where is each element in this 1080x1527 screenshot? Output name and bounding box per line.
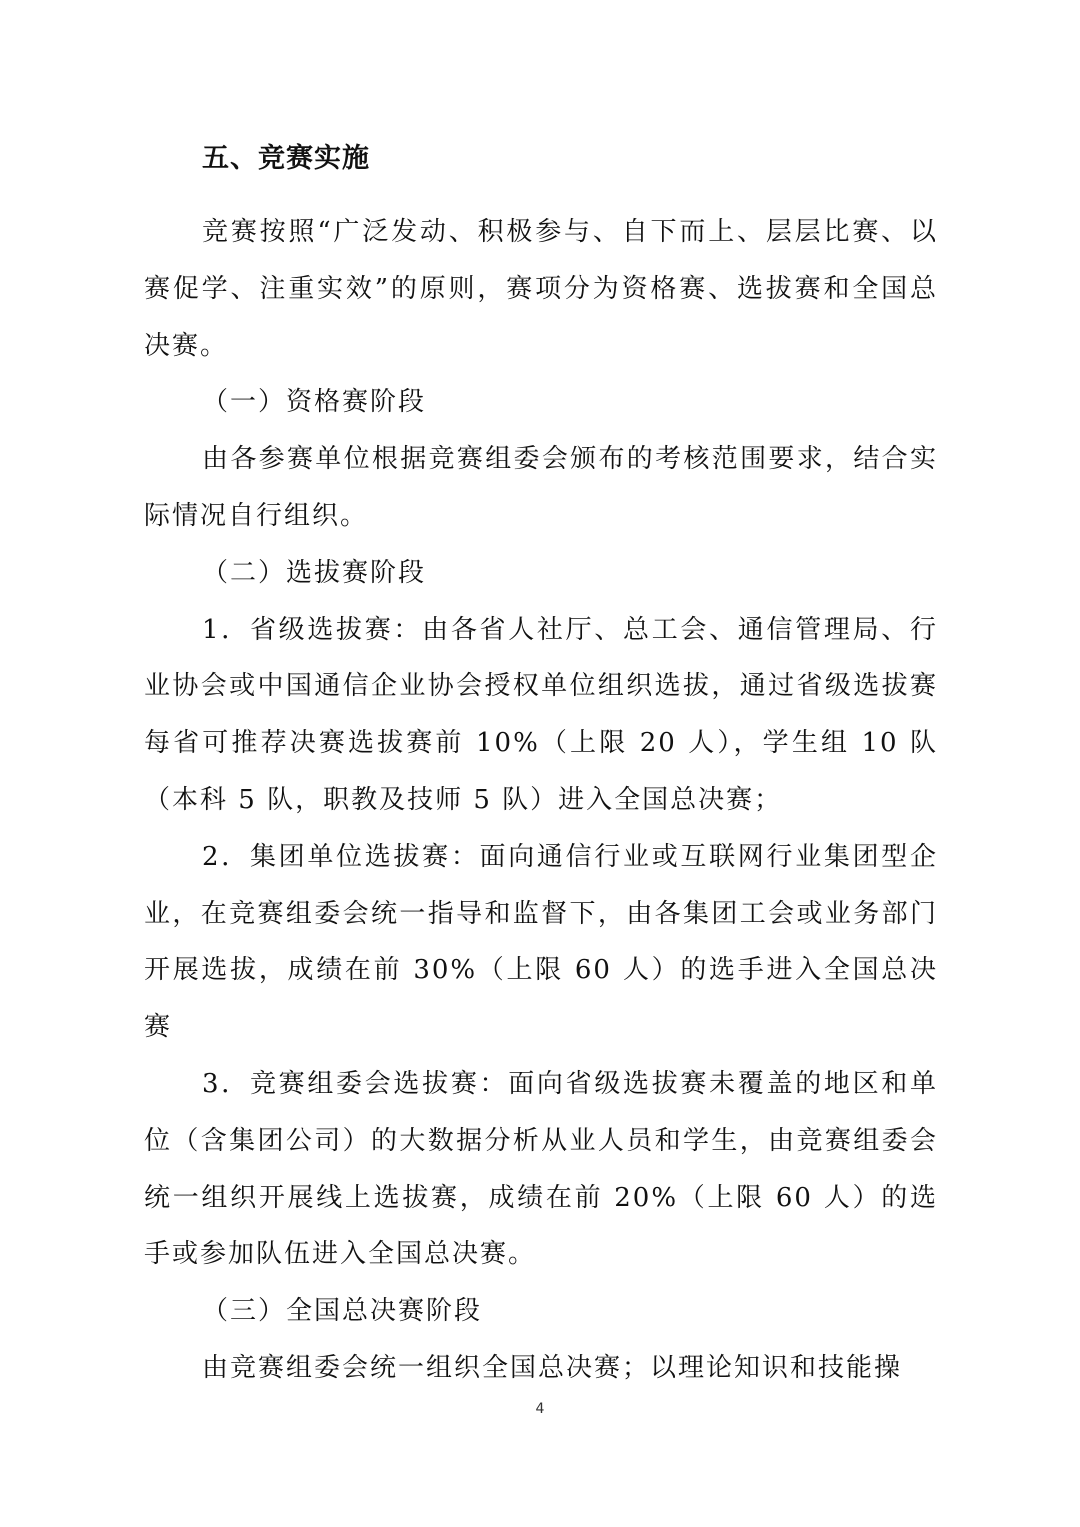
- subheading-selection-stage: （二）选拔赛阶段: [202, 557, 427, 588]
- paragraph-committee-selection: 3．竞赛组委会选拔赛：面向省级选拔赛未覆盖的地区和单位（含集团公司）的大数据分析从业人员和学生，由竞赛组委会统一组织开展线上选拔赛，成绩在前 20%（上限 60 人）的选手或参加队伍进入全国总决赛。: [144, 1068, 938, 1270]
- section-heading: 五、竞赛实施: [202, 143, 370, 174]
- paragraph-provincial-selection: 1．省级选拔赛：由各省人社厅、总工会、通信管理局、行业协会或中国通信企业协会授权单位组织选拔，通过省级选拔赛每省可推荐决赛选拔赛前 10%（上限 20 人），学生组 10 队（本科 5 队，职教及技师 5 队）进入全国总决赛；: [144, 614, 938, 815]
- page-number: 4: [535, 1401, 545, 1417]
- subheading-qualification-stage: （一）资格赛阶段: [202, 387, 427, 418]
- paragraph-group-selection: 2．集团单位选拔赛：面向通信行业或互联网行业集团型企业，在竞赛组委会统一指导和监督下，由各集团工会或业务部门开展选拔，成绩在前 30%（上限 60 人）的选手进入全国总决赛: [144, 841, 938, 1043]
- paragraph-national-final: 由竞赛组委会统一组织全国总决赛；以理论知识和技能操: [202, 1352, 903, 1383]
- subheading-national-final-stage: （三）全国总决赛阶段: [202, 1296, 483, 1327]
- paragraph-competition-principle: 竞赛按照“广泛发动、积极参与、自下而上、层层比赛、以赛促学、注重实效”的原则，赛项分为资格赛、选拔赛和全国总决赛。: [144, 217, 938, 361]
- paragraph-qualification-stage: 由各参赛单位根据竞赛组委会颁布的考核范围要求，结合实际情况自行组织。: [144, 444, 938, 531]
- document-body: [144, 136, 938, 1397]
